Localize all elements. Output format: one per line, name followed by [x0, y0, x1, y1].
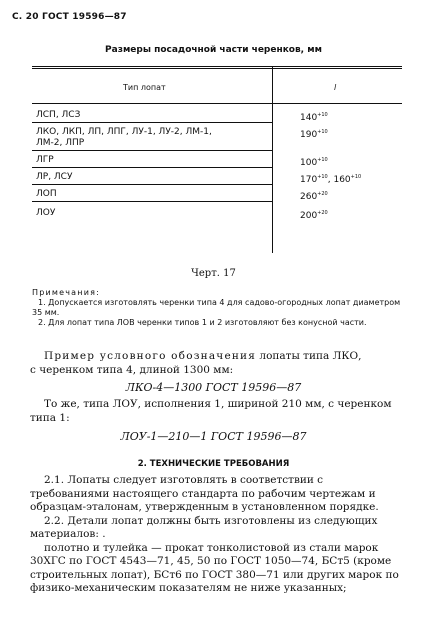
figure-caption: Черт. 17: [191, 268, 236, 279]
notes-heading: Примечания:: [32, 288, 101, 297]
row-rule: [32, 167, 272, 168]
table-row-name: ЛОП: [36, 189, 57, 199]
example-line2: с черенком типа 4, длиной 1300 мм:: [30, 363, 234, 376]
table-row-value: $140^{+10}$: [300, 112, 328, 123]
table-row-name: ЛОУ: [36, 208, 56, 218]
table-row-value: $190^{+10}$: [300, 129, 328, 140]
table-top-rule-double: [32, 68, 402, 69]
row-rule: [32, 122, 272, 123]
example-lead-rest: лопаты типа ЛКО,: [256, 350, 362, 362]
row-rule: [32, 201, 272, 202]
row-rule: [32, 150, 272, 151]
table-row-value: $170^{+10}$, $160^{+10}$: [300, 174, 362, 185]
designation-example-2: ЛОУ-1—210—1 ГОСТ 19596—87: [120, 430, 307, 443]
column-header-l: l: [334, 83, 337, 92]
table-row-value: $260^{+20}$: [300, 191, 328, 202]
table-header-rule: [32, 103, 402, 104]
notes-block: [32, 288, 402, 328]
paragraph-materials: полотно и тулейка — прокат тонколистовой из стали марок 30ХГС по ГОСТ 4543—71, 45, 50 по ГОСТ 1050—74, БСт5 (кроме строительных лопат), БСт6 по ГОСТ 380—71 или других марок по физико-механическим показателям не ниже указанных;: [30, 541, 399, 594]
designation-example-1: ЛКО-4—1300 ГОСТ 19596—87: [125, 381, 302, 394]
row-rule: [32, 184, 272, 185]
column-header-type: Тип лопат: [123, 83, 166, 92]
table-row-value: $100^{+10}$: [300, 157, 328, 168]
example-lead-spaced: Пример условного обозначения: [44, 350, 257, 362]
example-line3: То же, типа ЛОУ, исполнения 1, шириной 210 мм, с черенком типа 1:: [30, 398, 392, 424]
section-body: [30, 474, 402, 596]
paragraph-2-2: 2.2. Детали лопат должны быть изготовлены из следующих материалов: .: [30, 514, 378, 540]
table-row-name: ЛСП, ЛСЗ: [36, 110, 81, 120]
table-row-name: ЛР, ЛСУ: [36, 172, 73, 182]
note-item: 2. Для лопат типа ЛОВ черенки типов 1 и 2 изготовляют без конусной части.: [38, 318, 367, 327]
table-row-value: $200^{+20}$: [300, 210, 328, 221]
paragraph-2-1: 2.1. Лопаты следует изготовлять в соответствии с требованиями настоящего стандарта по рабочим чертежам и образцам-эталонам, утвержденным в установленном порядке.: [30, 474, 379, 513]
page-header: С. 20 ГОСТ 19596—87: [12, 12, 127, 22]
section-title: 2. ТЕХНИЧЕСКИЕ ТРЕБОВАНИЯ: [137, 459, 290, 469]
table-row-name: ЛГР: [36, 155, 54, 165]
note-item: 1. Допускается изготовлять черенки типа 4 для садово-огородных лопат диаметром 35 мм.: [32, 298, 401, 317]
table-title: Размеры посадочной части черенков, мм: [105, 45, 322, 55]
example-intro: [30, 350, 402, 377]
table-row-name: ЛКО, ЛКП, ЛП, ЛПГ, ЛУ-1, ЛУ-2, ЛМ-1, ЛМ-2, ЛПР: [36, 127, 212, 148]
table-column-divider: [272, 67, 273, 253]
